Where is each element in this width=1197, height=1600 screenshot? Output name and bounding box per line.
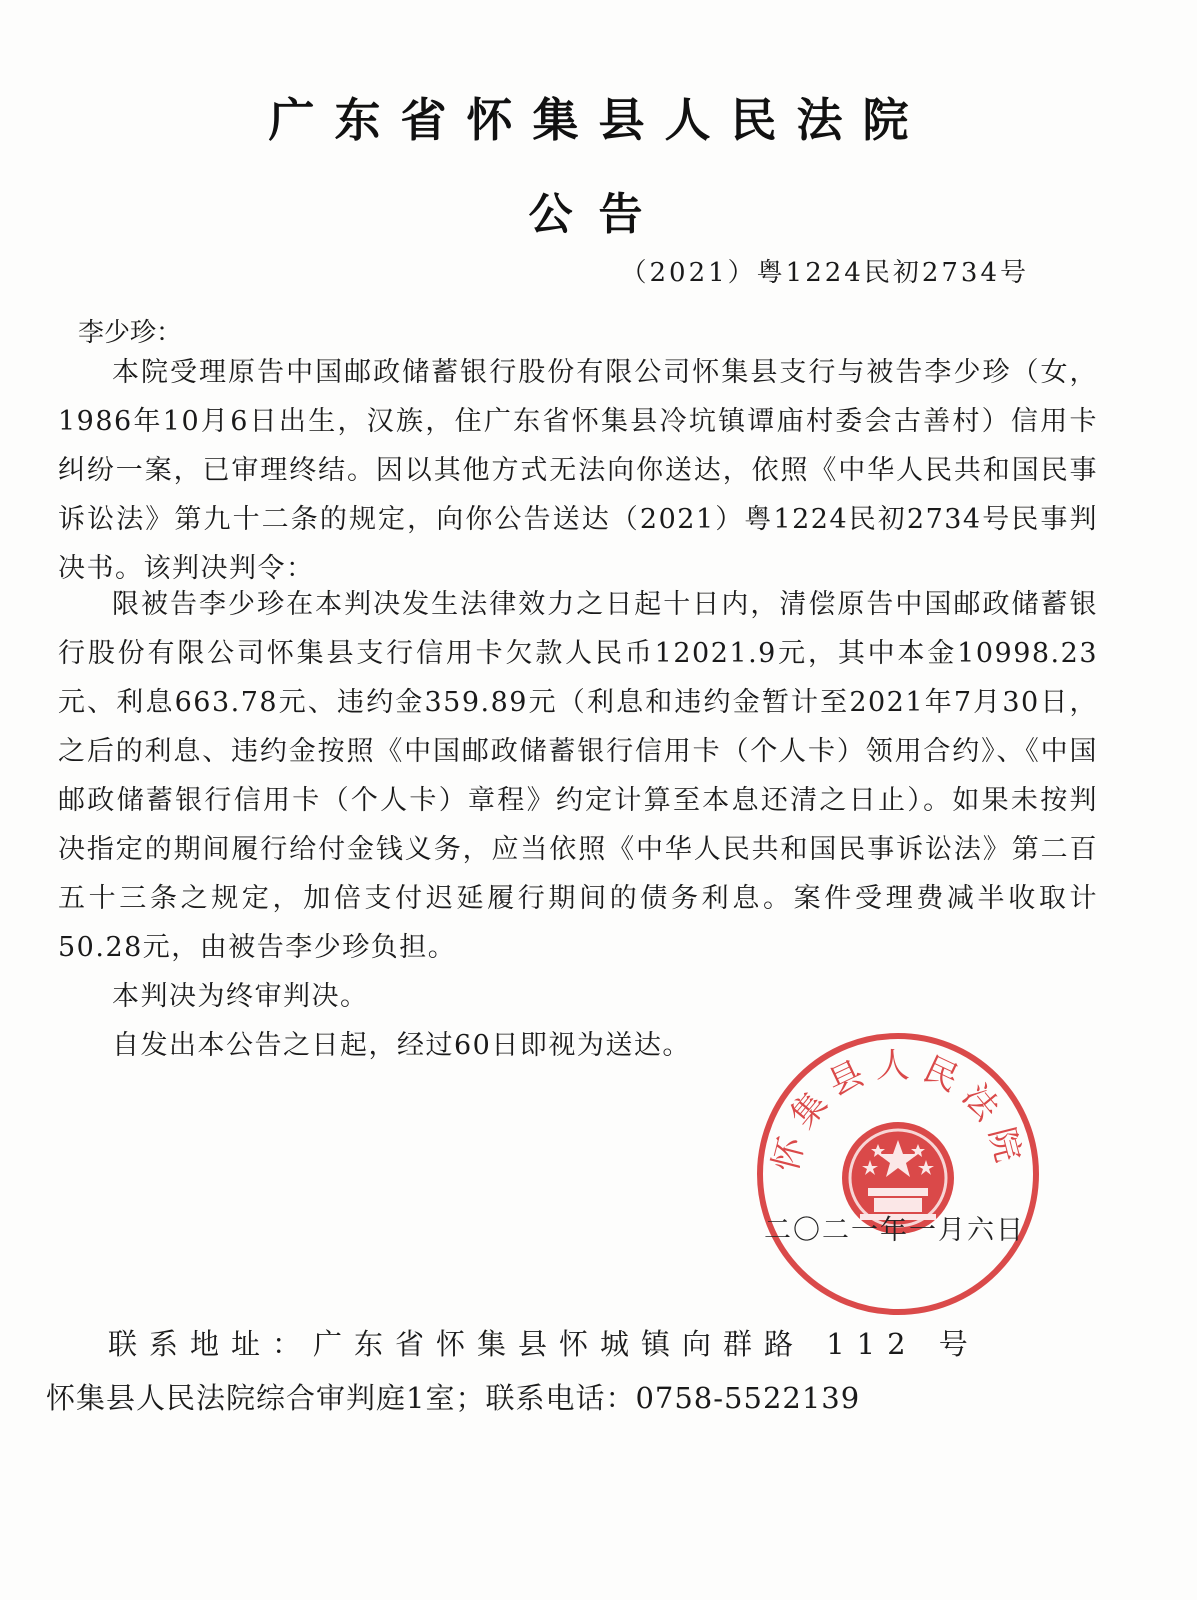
court-name-title: 广东省怀集县人民法院 bbox=[268, 93, 929, 147]
paragraph-service-period: 自发出本公告之日起，经过60日即视为送达。 bbox=[112, 1030, 691, 1061]
judgment-section bbox=[58, 580, 1098, 1070]
contact-phone-line: 怀集县人民法院综合审判庭1室；联系电话：0758-5522139 bbox=[46, 1381, 861, 1415]
issue-date: 二〇二一年一月六日 bbox=[764, 1215, 1025, 1246]
contact-address: 联系地址：广东省怀集县怀城镇向群路 112 号 bbox=[108, 1327, 980, 1361]
paragraph-final-judgment: 本判决为终审判决。 bbox=[112, 981, 369, 1012]
case-number: （2021）粤1224民初2734号 bbox=[620, 258, 1029, 288]
notice-body bbox=[58, 348, 1098, 593]
court-seal-icon bbox=[752, 1028, 1044, 1320]
paragraph-judgment: 限被告李少珍在本判决发生法律效力之日起十日内，清偿原告中国邮政储蓄银行股份有限公司怀集县支行信用卡欠款人民币12021.9元，其中本金10998.23元、利息663.78元、违约金359.89元（利息和违约金暂计至2021年7月30日，之后的利息、违约金按照《中国邮政储蓄银行信用卡（个人卡）领用合约》、《中国邮政储蓄银行信用卡（个人卡）章程》约定计算至本息还清之日止）。如果未按判决指定的期间履行给付金钱义务，应当依照《中华人民共和国民事诉讼法》第二百五十三条之规定，加倍支付迟延履行期间的债务利息。案件受理费减半收取计50.28元，由被告李少珍负担。 bbox=[58, 589, 1098, 963]
seal-text: 怀集县人民法院 bbox=[765, 1045, 1031, 1176]
paragraph-case-summary: 本院受理原告中国邮政储蓄银行股份有限公司怀集县支行与被告李少珍（女，1986年10月6日出生，汉族，住广东省怀集县冷坑镇谭庙村委会古善村）信用卡纠纷一案，已审理终结。因以其他方式无法向你送达，依照《中华人民共和国民事诉讼法》第九十二条的规定，向你公告送达（2021）粤1224民初2734号民事判决书。该判决判令： bbox=[58, 357, 1098, 584]
addressee: 李少珍： bbox=[78, 318, 183, 348]
document-type-heading: 公告 bbox=[528, 189, 669, 240]
